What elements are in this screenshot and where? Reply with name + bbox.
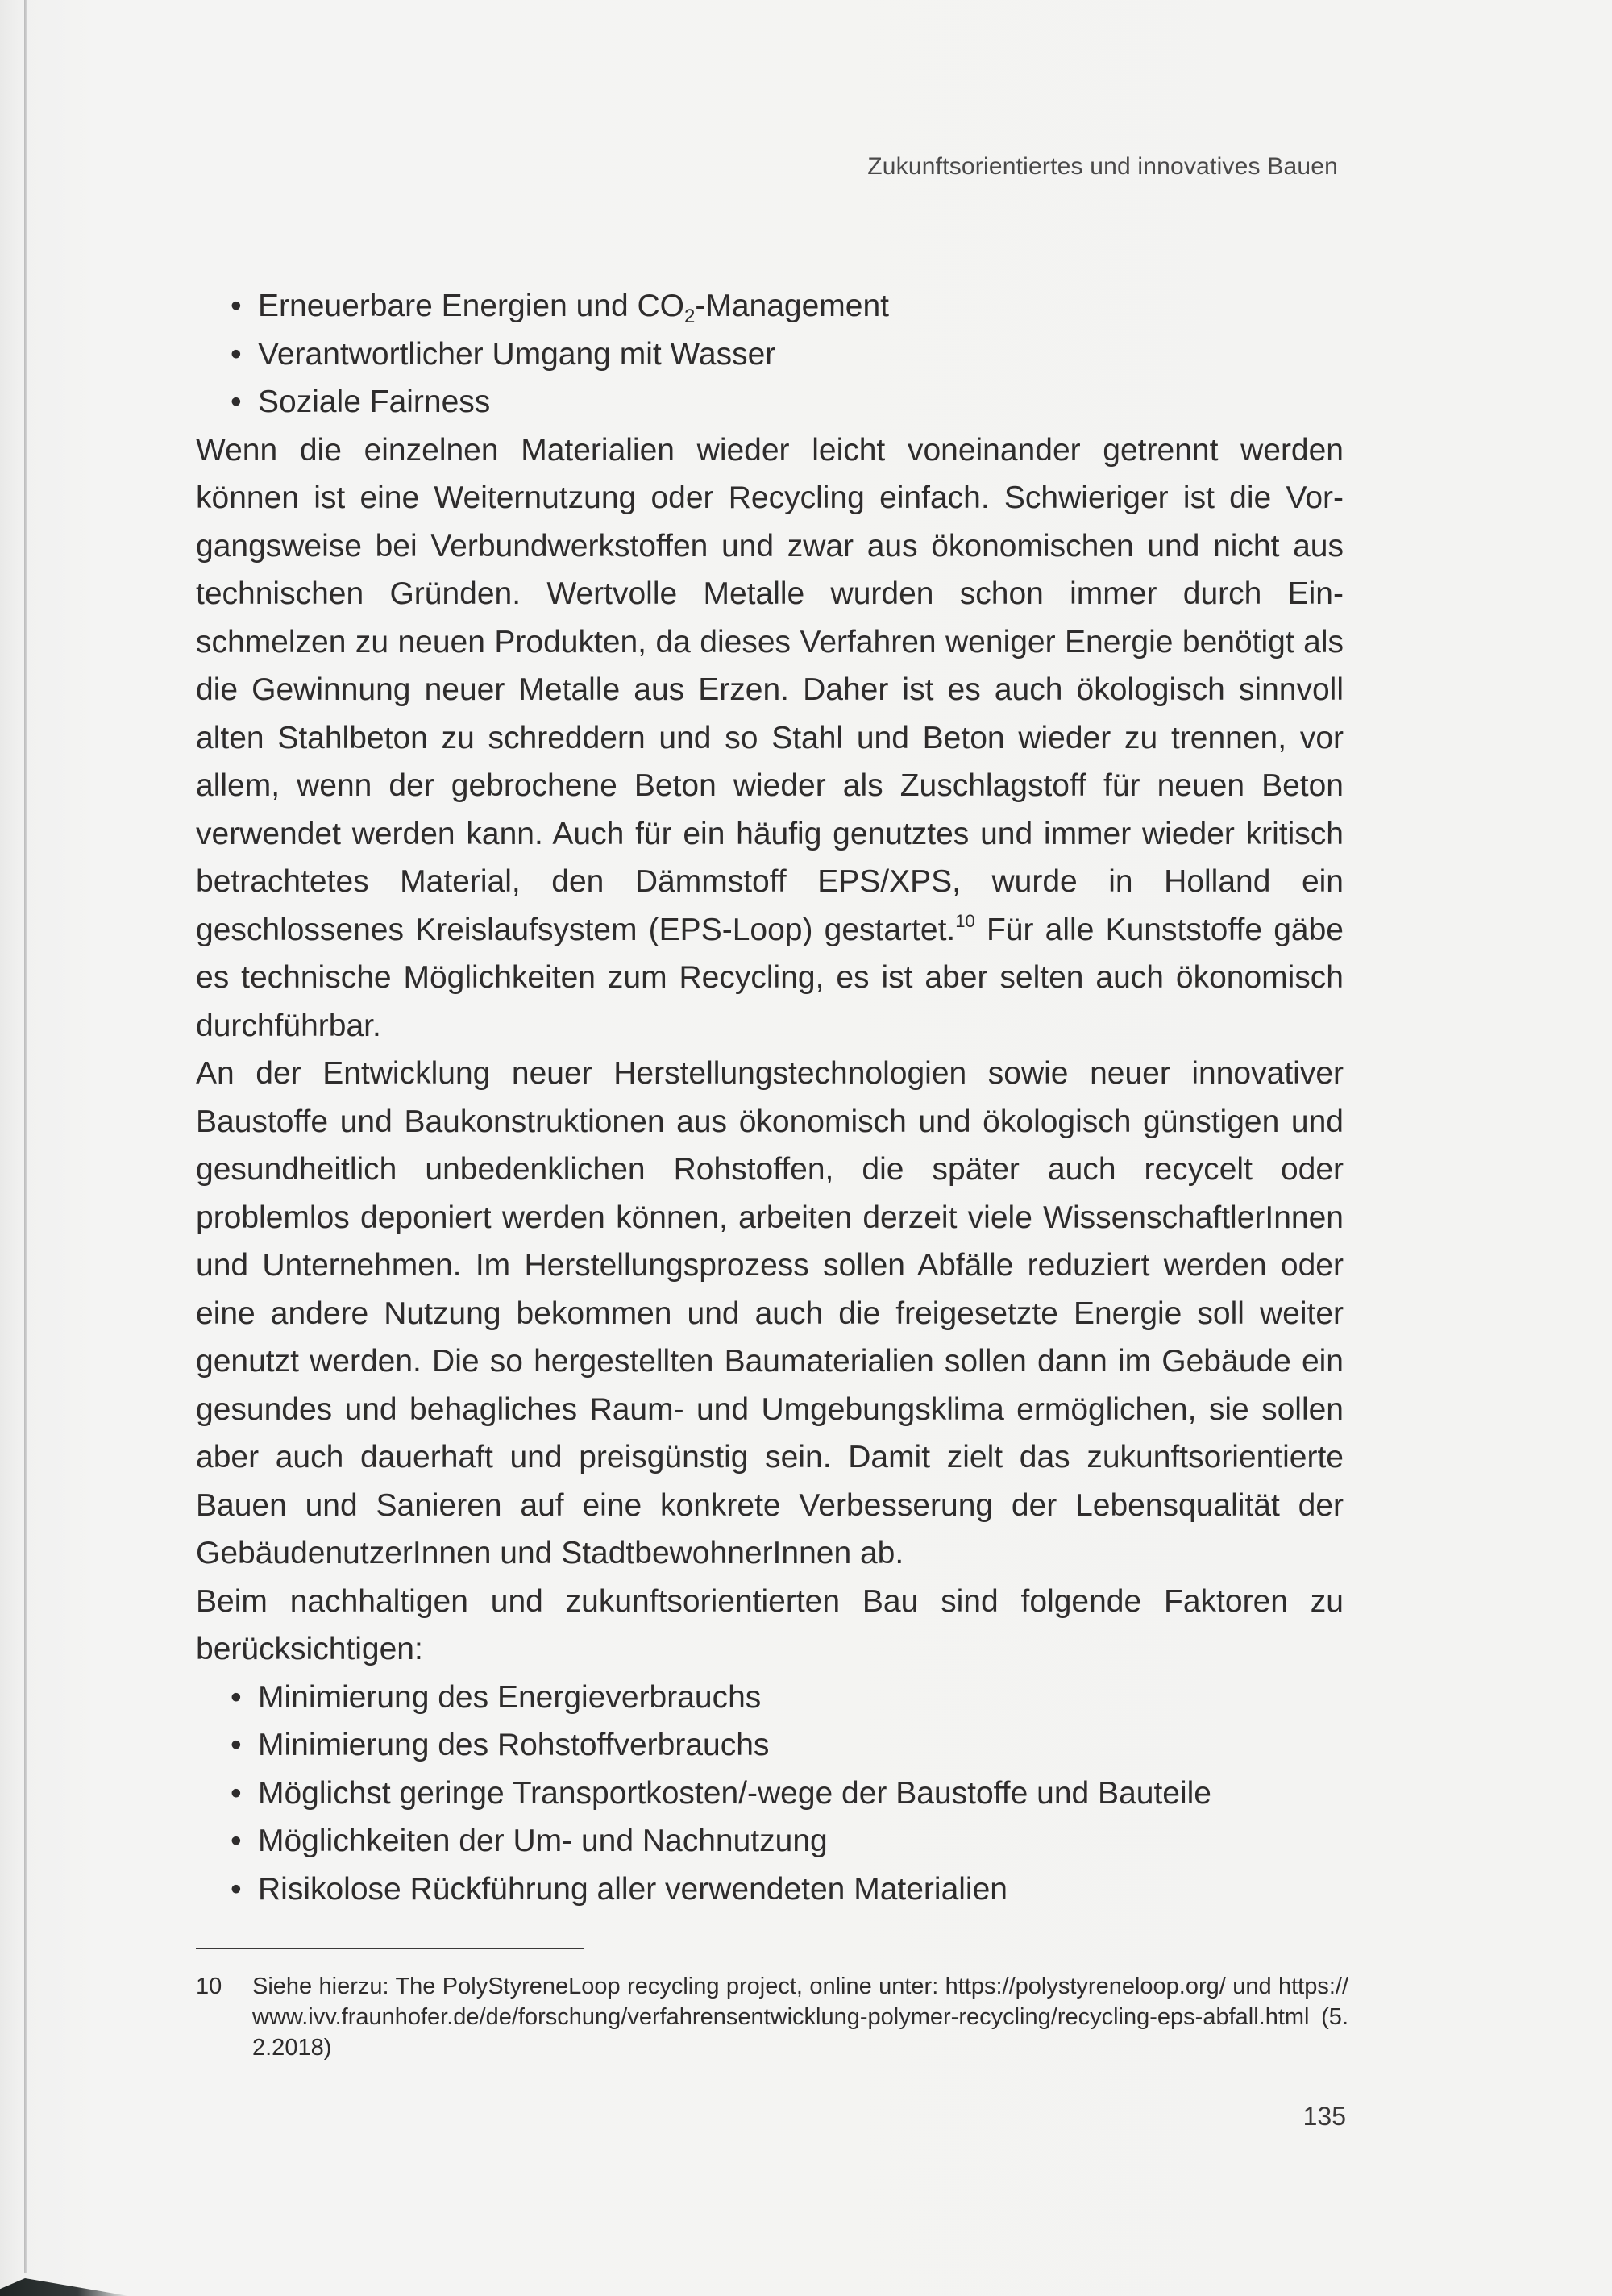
bullet-icon: •: [231, 1679, 242, 1715]
list-item-text: Minimierung des Rohstoffverbrauchs: [258, 1728, 770, 1762]
gutter-shadow: [0, 0, 24, 2296]
list-item: [231, 1866, 1344, 1914]
footnote-divider: [196, 1948, 584, 1949]
list-item-text-suffix: -Management: [695, 289, 889, 323]
list-item-text: Möglichkeiten der Um- und Nachnutzung: [258, 1824, 828, 1858]
page-corner-shadow: [0, 2278, 129, 2296]
bullet-icon: •: [231, 336, 242, 372]
footnote-text: Siehe hierzu: The PolyStyreneLoop recycling project, online unter: https://polystyreneloop.org/ und https://www.ivv.fraunhofer.de/de/forschung/verfahrensentwicklung-polymer-recycling/recycling-eps-abfall.html (5.2.2018): [252, 1974, 1348, 2061]
list-item-text: Risikolose Rückführung aller verwendeten Materialien: [258, 1871, 1008, 1907]
factor-bullet-list: [196, 1674, 1344, 1914]
paragraph-factors-intro: Beim nachhaltigen und zukunftsorientierten Bau sind folgende Faktoren zu berücksichtigen:: [196, 1583, 1344, 1666]
paragraph-recycling: [196, 426, 1344, 1050]
page-gutter-edge: [24, 0, 27, 2273]
running-head: Zukunftsorientiertes und innovatives Bauen: [867, 153, 1338, 180]
subscript: 2: [684, 306, 696, 327]
bullet-icon: •: [231, 385, 242, 419]
paragraph-text: Wenn die einzelnen Materialien wieder leicht voneinander getrennt werden können ist eine Weiternutzung oder Recycling einfach. Schwieriger ist die Vorgangsweise bei Verbundwerkstoffen und zwar aus ökonomischen und nicht aus technischen Gründen. Wertvolle Metalle wurden schon immer durch Einschmelzen zu neuen Produkten, da dieses Verfahren weniger Energie benötigt als die Gewinnung neuer Metalle aus Erzen. Daher ist es auch ökologisch sinnvoll alten Stahlbeton zu schreddern und so Stahl und Beton wieder zu trennen, vor allem, wenn der gebrochene Beton wieder als Zuschlagstoff für neuen Beton verwendet werden kann. Auch für ein häufig genutztes und immer wieder kritisch betrachtetes Material, den Dämmstoff EPS/XPS, wurde in Holland ein geschlossenes Kreislaufsystem (EPS-Loop) gestartet.: [196, 432, 1344, 947]
intro-bullet-list: [196, 282, 1344, 426]
list-item-text: Erneuerbare Energien und CO: [258, 289, 684, 323]
list-item: [231, 282, 1344, 331]
list-item-text: Verantwortlicher Umgang mit Wasser: [258, 336, 776, 372]
footnote-reference[interactable]: 10: [955, 910, 975, 931]
list-item-text: Soziale Fairness: [258, 385, 491, 419]
body-text: [196, 282, 1344, 1913]
bullet-icon: •: [231, 1775, 242, 1811]
list-item: [231, 1721, 1344, 1770]
list-item: [231, 331, 1344, 379]
bullet-icon: •: [231, 1871, 242, 1907]
page-number: 135: [1302, 2102, 1346, 2131]
list-item: [231, 1770, 1344, 1818]
paragraph-new-technologies: An der Entwicklung neuer Herstellungstechnologien sowie neuer innovativer Baustoffe und Baukonstruktionen aus ökonomisch und ökologisch günstigen und gesundheitlich unbedenklichen Rohstoffen, die später auch recycelt oder problemlos deponiert werden können, arbeiten derzeit viele WissenschaftlerInnen und Unternehmen. Im Herstellungsprozess sollen Abfälle reduziert werden oder eine andere Nutzung bekommen und auch die freigesetzte Energie soll weiter genutzt werden. Die so hergestellten Baumaterialien sollen dann im Gebäude ein gesundes und behagliches Raum- und Umgebungsklima ermöglichen, sie sollen aber auch dauerhaft und preisgünstig sein. Damit zielt das zukunftsorientierte Bauen und Sanieren auf eine konkrete Verbesserung der Lebensqualität der GebäudenutzerInnen und StadtbewohnerInnen ab.: [196, 1056, 1344, 1570]
list-item-text: Möglichst geringe Transportkosten/-wege der Baustoffe und Bauteile: [258, 1775, 1211, 1811]
list-item: [231, 378, 1344, 426]
footnote: [196, 1971, 1348, 2063]
list-item-text: Minimierung des Energieverbrauchs: [258, 1679, 762, 1715]
list-item: [231, 1817, 1344, 1866]
paragraph-text-continued: Für alle Kunststoffe gäbe es technische Möglichkeiten zum Recycling, es ist aber selten auch ökonomisch durchführbar.: [196, 912, 1344, 1043]
bullet-icon: •: [231, 1824, 242, 1858]
list-item: [231, 1674, 1344, 1722]
bullet-icon: •: [231, 289, 242, 323]
bullet-icon: •: [231, 1728, 242, 1762]
footnote-number: 10: [196, 1974, 222, 1999]
